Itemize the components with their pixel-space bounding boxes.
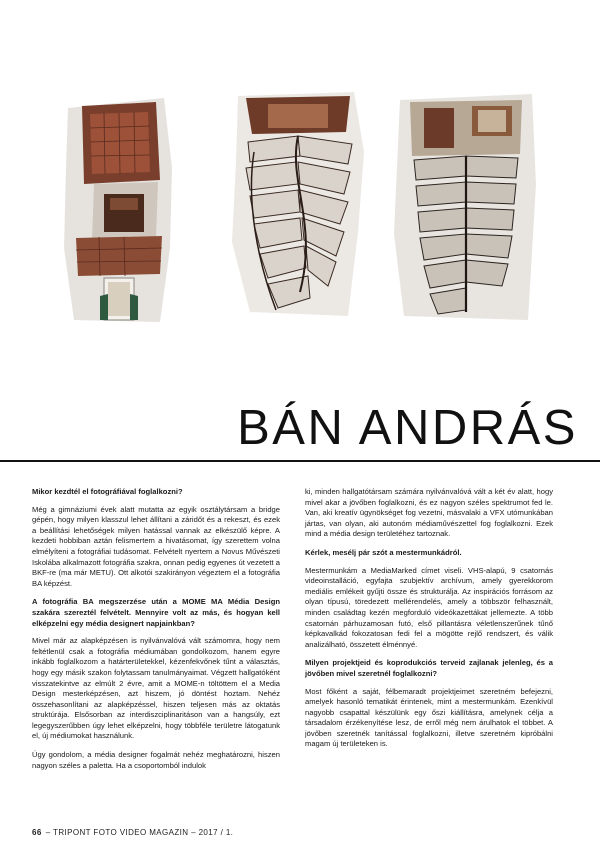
title-divider	[0, 460, 600, 462]
stairwell-photo-2	[228, 92, 368, 316]
answer: Most főként a saját, félbemaradt projektjeimet szeretném befejezni, amelyek hasonló tematikát érintenek, mint a mestermunkám. Ezenkívül nagyobb csapattal készülünk egy őszi kiállításra, amelynek célja a társadalom érzékenyítése lesz, de erről még nem árulhatok el többet. A jövőben szeretnék tanítással foglalkozni, illetve szeretném kipróbálni magam új területeken is.	[305, 686, 553, 749]
page-footer	[32, 828, 233, 837]
question: Milyen projektjeid és koprodukciós terveid zajlanak jelenleg, és a jövőben mivel szeretnél foglalkozni?	[305, 658, 553, 678]
article-title: BÁN ANDRÁS	[237, 401, 578, 455]
answer: Mivel már az alapképzésen is nyilvánvalóvá vált számomra, hogy nem feltétlenül csak a fotográfia médiumában gondolkozom, hanem egyre inkább foglalkozom a határterületekkel, kézenfekvőnek tűnt a választás, hogy egy másik szakon folytassam tanulmányaimat. Végzett hallgatóként visszatekintve az elmúlt 2 évre, amit a MOME-n töltöttem el a Media Design mesterképzésen, azt hiszem, jó döntést hoztam. Nehéz összehasonlítani az alapképzéssel, hiszen teljesen más az oktatás struktúrája. Elsősorban az interdiszciplinaritáson van a hangsúly, ezt legegyszerűbben úgy lehet elképzelni, hogy többféle területre látogatunk el, új médiumokat használunk.	[32, 636, 280, 741]
page-number: 66	[32, 828, 42, 837]
answer: Még a gimnáziumi évek alatt mutatta az egyik osztálytársam a bridge gépén, hogy milyen klasszul lehet állítani a záridőt és a rekeszt, és ezek a beállítási lehetőségek milyen hatással vannak az elkészülő képre. A kezdeti hobbiban aztán felismertem a hivatásomat, így szerettem volna elmélyíteni a fotográfiai tudásomat. Felvételt nyertem a Novus Művészeti Iskolába alkalmazott fotográfia szakra, onnan pedig egyenes út vezetett a BKF-re (ma már METU). Ott alkotói szakirányon végeztem el a fotográfia BA képzést.	[32, 504, 280, 588]
question: Mikor kezdtél el fotográfiával foglalkozni?	[32, 487, 183, 496]
stairwell-photo-1	[64, 98, 174, 322]
right-column	[305, 487, 553, 758]
answer: Úgy gondolom, a média designer fogalmát nehéz meghatározni, hiszen nagyon széles a paletta. Ha a csoportomból indulok	[32, 750, 280, 770]
photo-strip	[0, 92, 600, 324]
magazine-credit: – TRIPONT FOTO VIDEO MAGAZIN – 2017 / 1.	[45, 828, 234, 837]
question: Kérlek, mesélj pár szót a mestermunkádról.	[305, 547, 462, 557]
answer: Mestermunkám a MediaMarked címet viseli. VHS-alapú, 9 csatornás videoinstalláció, egyfajta szubjektív archívum, amely gyerekkorom mediális emlékeit gyűjti össze és strukturálja. Az inspirációs forrásom az olyan típusú, töredezett mellérendelés, amely a többször felhasznált, minden családtag kezén megforduló videókazettákat jellemezte. A több csatornán párhuzamosan futó, első pillantásra véletlenszerűnek tűnő képkavalkád fokozatosan fedi fel a mögötte rejlő rendszert, és válik analizálható, összetett élménnyé.	[305, 565, 553, 649]
answer: ki, minden hallgatótársam számára nyilvánvalóvá vált a két év alatt, hogy mivel akar a jövőben foglalkozni, és ez nagyon széles spektrumot fed le. Van, aki kreatív ügynökséget fog vezetni, másvalaki a VFX utómunkában jártas, van olyan, aki autonóm médiaművészettel fog foglalkozni. Ezek mind a média design területéhez tartoznak.	[305, 487, 553, 539]
stairwell-photo-3	[394, 94, 538, 320]
left-column	[32, 487, 280, 779]
question: A fotográfia BA megszerzése után a MOME MA Média Design szakára szereztél felvételt. Mennyire volt az más, és hogyan kell elképzelni egy média designert napjainkban?	[32, 597, 280, 628]
